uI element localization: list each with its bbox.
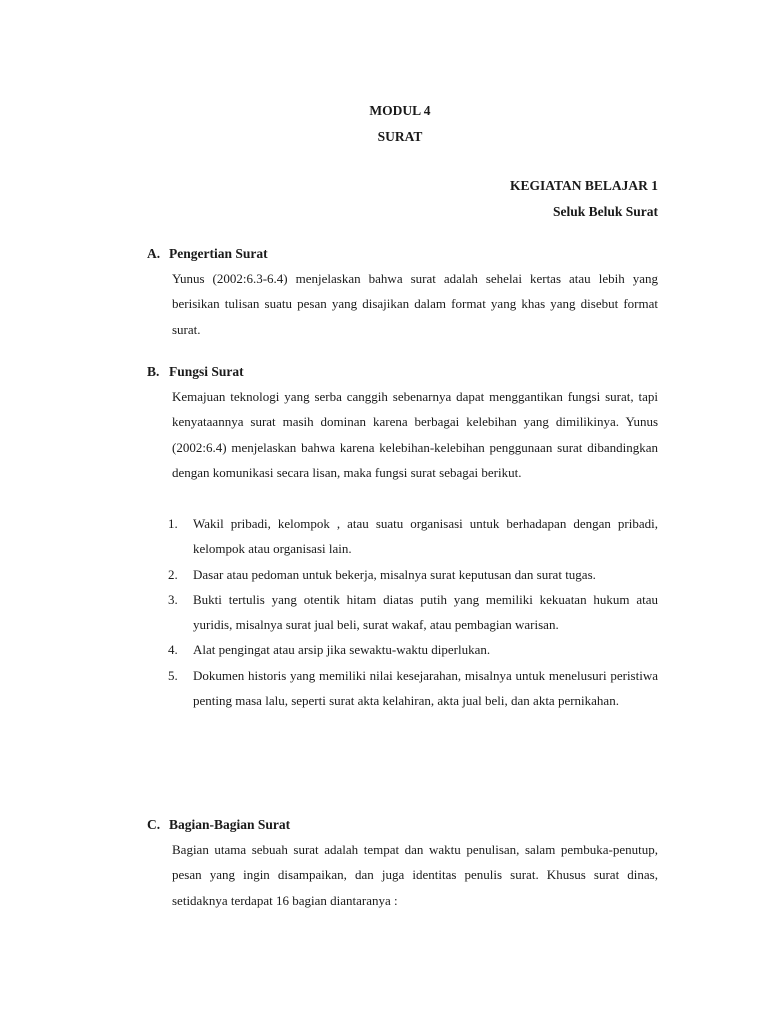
section-b-heading — [147, 364, 244, 380]
module-title: MODUL 4 — [369, 103, 431, 118]
section-b-paragraph: Kemajuan teknologi yang serba canggih sebenarnya dapat menggantikan fungsi surat, tapi kenyataannya surat masih dominan karena berbagai kelebihan yang dimilikinya. Yunus (2002:6.4) menjelaskan bahwa karena kelebihan-kelebihan penggunaan surat dibandingkan dengan komunikasi secara lisan, maka fungsi surat sebagai berikut. — [172, 389, 658, 480]
section-c-paragraph: Bagian utama sebuah surat adalah tempat dan waktu penulisan, salam pembuka-penutup, pesan yang ingin disampaikan, dan juga identitas penulis surat. Khusus surat dinas, setidaknya terdapat 16 bagian diantaranya : — [172, 842, 658, 908]
section-letter: A. — [147, 246, 161, 261]
list-item — [168, 663, 658, 714]
section-letter: B. — [147, 364, 160, 379]
section-a-heading — [147, 246, 268, 262]
section-title: Pengertian Surat — [169, 246, 268, 261]
list-item — [168, 637, 658, 662]
section-letter: C. — [147, 817, 161, 832]
section-c-heading — [147, 817, 290, 833]
list-number: 5. — [168, 667, 178, 683]
list-text: Dasar atau pedoman untuk bekerja, misalnya surat keputusan dan surat tugas. — [193, 566, 596, 582]
module-subtitle: SURAT — [377, 129, 423, 144]
activity-subtitle: Seluk Beluk Surat — [552, 204, 658, 219]
list-text: Dokumen historis yang memiliki nilai kesejarahan, misalnya untuk menelusuri peristiwa penting masa lalu, seperti surat akta kelahiran, akta jual beli, dan akta pernikahan. — [193, 667, 658, 709]
list-text: Bukti tertulis yang otentik hitam diatas putih yang memiliki kekuatan hukum atau yuridis, misalnya surat jual beli, surat wakaf, atau pembagian warisan. — [193, 591, 658, 633]
list-number: 3. — [168, 591, 178, 607]
list-item — [168, 511, 658, 562]
list-number: 2. — [168, 566, 178, 582]
section-title: Bagian-Bagian Surat — [169, 817, 291, 832]
list-text: Wakil pribadi, kelompok , atau suatu organisasi untuk berhadapan dengan pribadi, kelompok atau organisasi lain. — [193, 516, 658, 557]
section-title: Fungsi Surat — [169, 364, 244, 379]
list-item — [168, 587, 658, 638]
list-item — [168, 562, 658, 587]
list-number: 1. — [168, 516, 178, 531]
activity-title: KEGIATAN BELAJAR 1 — [509, 178, 658, 193]
list-text: Alat pengingat atau arsip jika sewaktu-waktu diperlukan. — [193, 642, 491, 658]
function-list — [168, 511, 658, 713]
section-a-paragraph: Yunus (2002:6.3-6.4) menjelaskan bahwa surat adalah sehelai kertas atau lebih yang berisikan tulisan suatu pesan yang disajikan dalam format yang khas yang disebut format surat. — [172, 271, 658, 337]
list-number: 4. — [168, 642, 178, 658]
